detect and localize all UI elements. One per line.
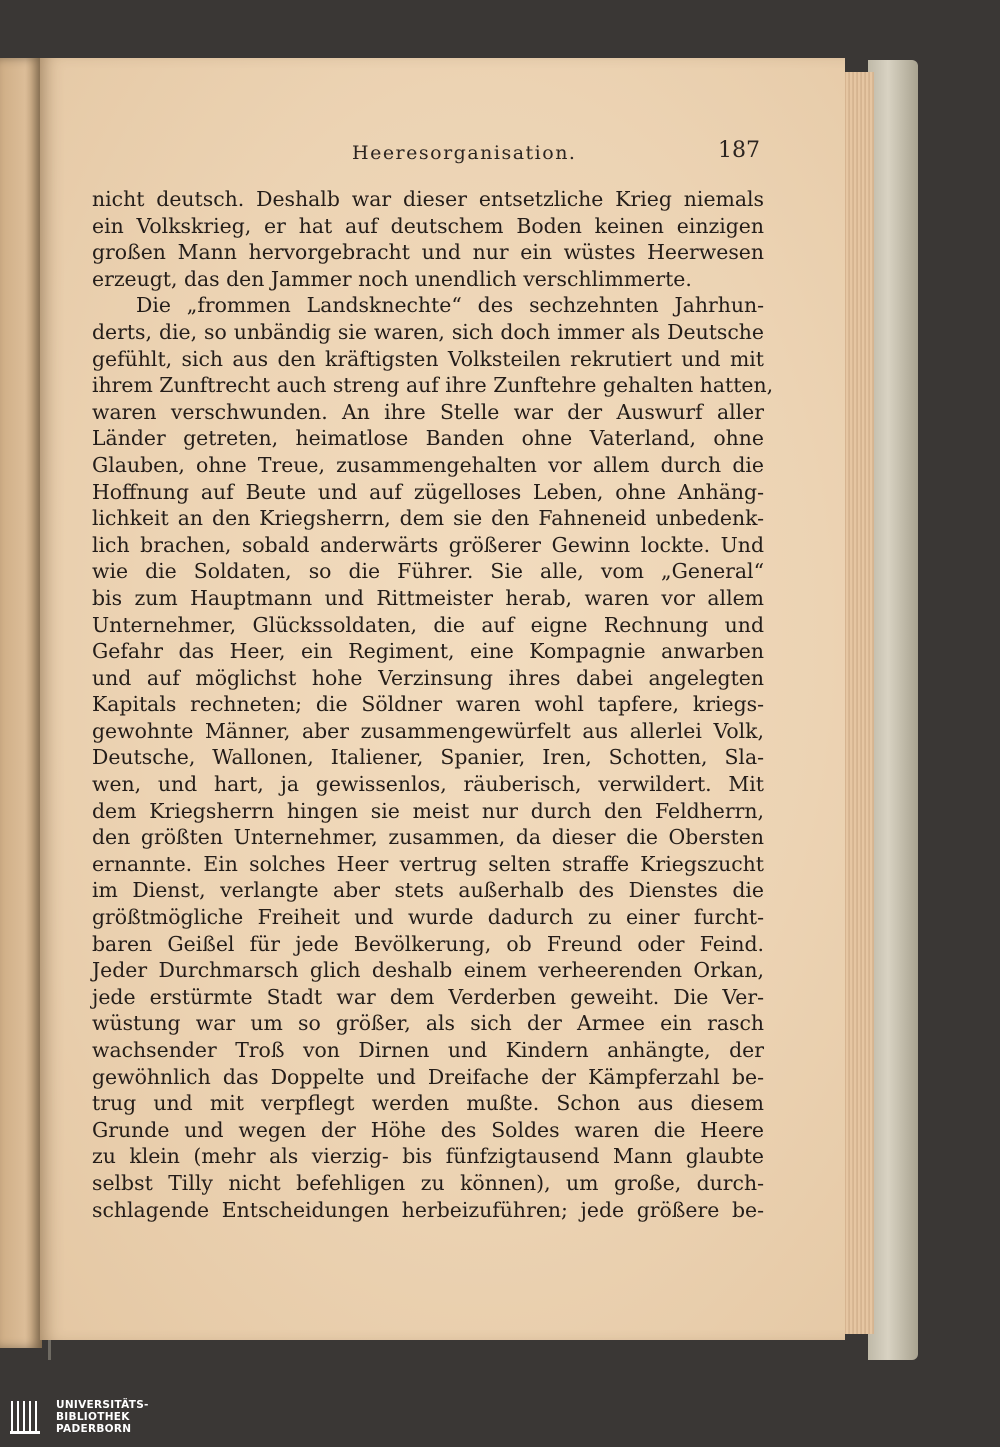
library-name-line: BIBLIOTHEK — [56, 1411, 130, 1423]
text-line: Die „frommen Landsknechte“ des sechzehnten Jahrhun- — [136, 293, 764, 318]
text-line: größtmögliche Freiheit und wurde dadurch zu einer furcht- — [92, 905, 764, 930]
book-page — [40, 58, 845, 1340]
text-line: Grunde und wegen der Höhe des Soldes waren die Heere — [92, 1117, 764, 1142]
text-line: Deutsche, Wallonen, Italiener, Spanier, Iren, Schotten, Sla- — [92, 745, 764, 770]
library-emblem-icon — [8, 1397, 44, 1437]
text-line: baren Geißel für jede Bevölkerung, ob Freund oder Feind. — [92, 931, 764, 956]
text-line: erzeugt, das den Jammer noch unendlich verschlimmerte. — [92, 266, 692, 291]
text-line: wie die Soldaten, so die Führer. Sie alle, vom „General“ — [92, 559, 764, 584]
text-line: wachsender Troß von Dirnen und Kindern anhängte, der — [92, 1038, 764, 1062]
text-line: Jeder Durchmarsch glich deshalb einem verheerenden Orkan, — [92, 958, 764, 983]
text-line: lich brachen, sobald anderwärts größerer Gewinn lockte. Und — [92, 532, 764, 557]
text-line: den größten Unternehmer, zusammen, da dieser die Obersten — [92, 825, 764, 850]
text-line: ernannte. Ein solches Heer vertrug selten straffe Kriegszucht — [92, 851, 764, 876]
text-line: derts, die, so unbändig sie waren, sich doch immer als Deutsche — [92, 319, 764, 344]
text-line: schlagende Entscheidungen herbeizuführen; jede größere be- — [92, 1197, 764, 1222]
text-line: nicht deutsch. Deshalb war dieser entsetzliche Krieg niemals — [92, 187, 764, 211]
text-line: großen Mann hervorgebracht und nur ein wüstes Heerwesen — [92, 240, 764, 265]
body-text — [92, 186, 774, 1223]
text-line: gewöhnlich das Doppelte und Dreifache der Kämpferzahl be- — [92, 1064, 764, 1089]
text-line: Gefahr das Heer, ein Regiment, eine Kompagnie anwarben — [92, 639, 764, 664]
book-cover-edge — [868, 60, 918, 1360]
text-line: trug und mit verpflegt werden mußte. Schon aus diesem — [92, 1091, 764, 1116]
library-name — [56, 1399, 149, 1435]
text-line: gewohnte Männer, aber zusammengewürfelt aus allerlei Volk, — [92, 718, 764, 743]
text-line: und auf möglichst hohe Verzinsung ihres dabei angelegten — [92, 665, 764, 690]
text-line: lichkeit an den Kriegsherrn, dem sie den Fahneneid unbedenk- — [92, 506, 764, 531]
library-name-line: UNIVERSITÄTS- — [56, 1399, 149, 1411]
text-line: ein Volkskrieg, er hat auf deutschem Boden keinen einzigen — [92, 213, 764, 238]
text-line: jede erstürmte Stadt war dem Verderben geweiht. Die Ver- — [92, 984, 764, 1009]
text-line: dem Kriegsherrn hingen sie meist nur durch den Feldherrn, — [92, 798, 764, 823]
page-number: 187 — [718, 138, 760, 163]
text-line: Hoffnung auf Beute und auf zügelloses Leben, ohne Anhäng- — [92, 479, 764, 504]
text-line: gefühlt, sich aus den kräftigsten Volksteilen rekrutiert und mit — [92, 346, 764, 371]
page-header — [120, 138, 760, 182]
library-logo — [8, 1397, 168, 1437]
text-line: ihrem Zunftrecht auch streng auf ihre Zunftehre gehalten hatten, — [92, 373, 774, 398]
text-line: bis zum Hauptmann und Rittmeister herab, waren vor allem — [92, 585, 764, 610]
left-page-sliver — [0, 58, 42, 1348]
text-line: Unternehmer, Glückssoldaten, die auf eigne Rechnung und — [92, 612, 764, 637]
library-name-line: PADERBORN — [56, 1423, 132, 1435]
text-line: selbst Tilly nicht befehligen zu können), um große, durch- — [92, 1170, 764, 1195]
text-line: Kapitals rechneten; die Söldner waren wohl tapfere, kriegs- — [92, 692, 764, 717]
running-head: Heeresorganisation. — [352, 142, 577, 164]
text-line: wüstung war um so größer, als sich der Armee ein rasch — [92, 1011, 764, 1036]
text-line: Länder getreten, heimatlose Banden ohne Vaterland, ohne — [92, 426, 764, 451]
text-line: wen, und hart, ja gewissenlos, räuberisch, verwildert. Mit — [92, 772, 764, 797]
text-line: zu klein (mehr als vierzig- bis fünfzigtausend Mann glaubte — [92, 1144, 764, 1169]
text-line: im Dienst, verlangte aber stets außerhalb des Dienstes die — [92, 878, 764, 903]
text-line: Glauben, ohne Treue, zusammengehalten vor allem durch die — [92, 452, 764, 477]
text-line: waren verschwunden. An ihre Stelle war der Auswurf aller — [92, 399, 764, 424]
